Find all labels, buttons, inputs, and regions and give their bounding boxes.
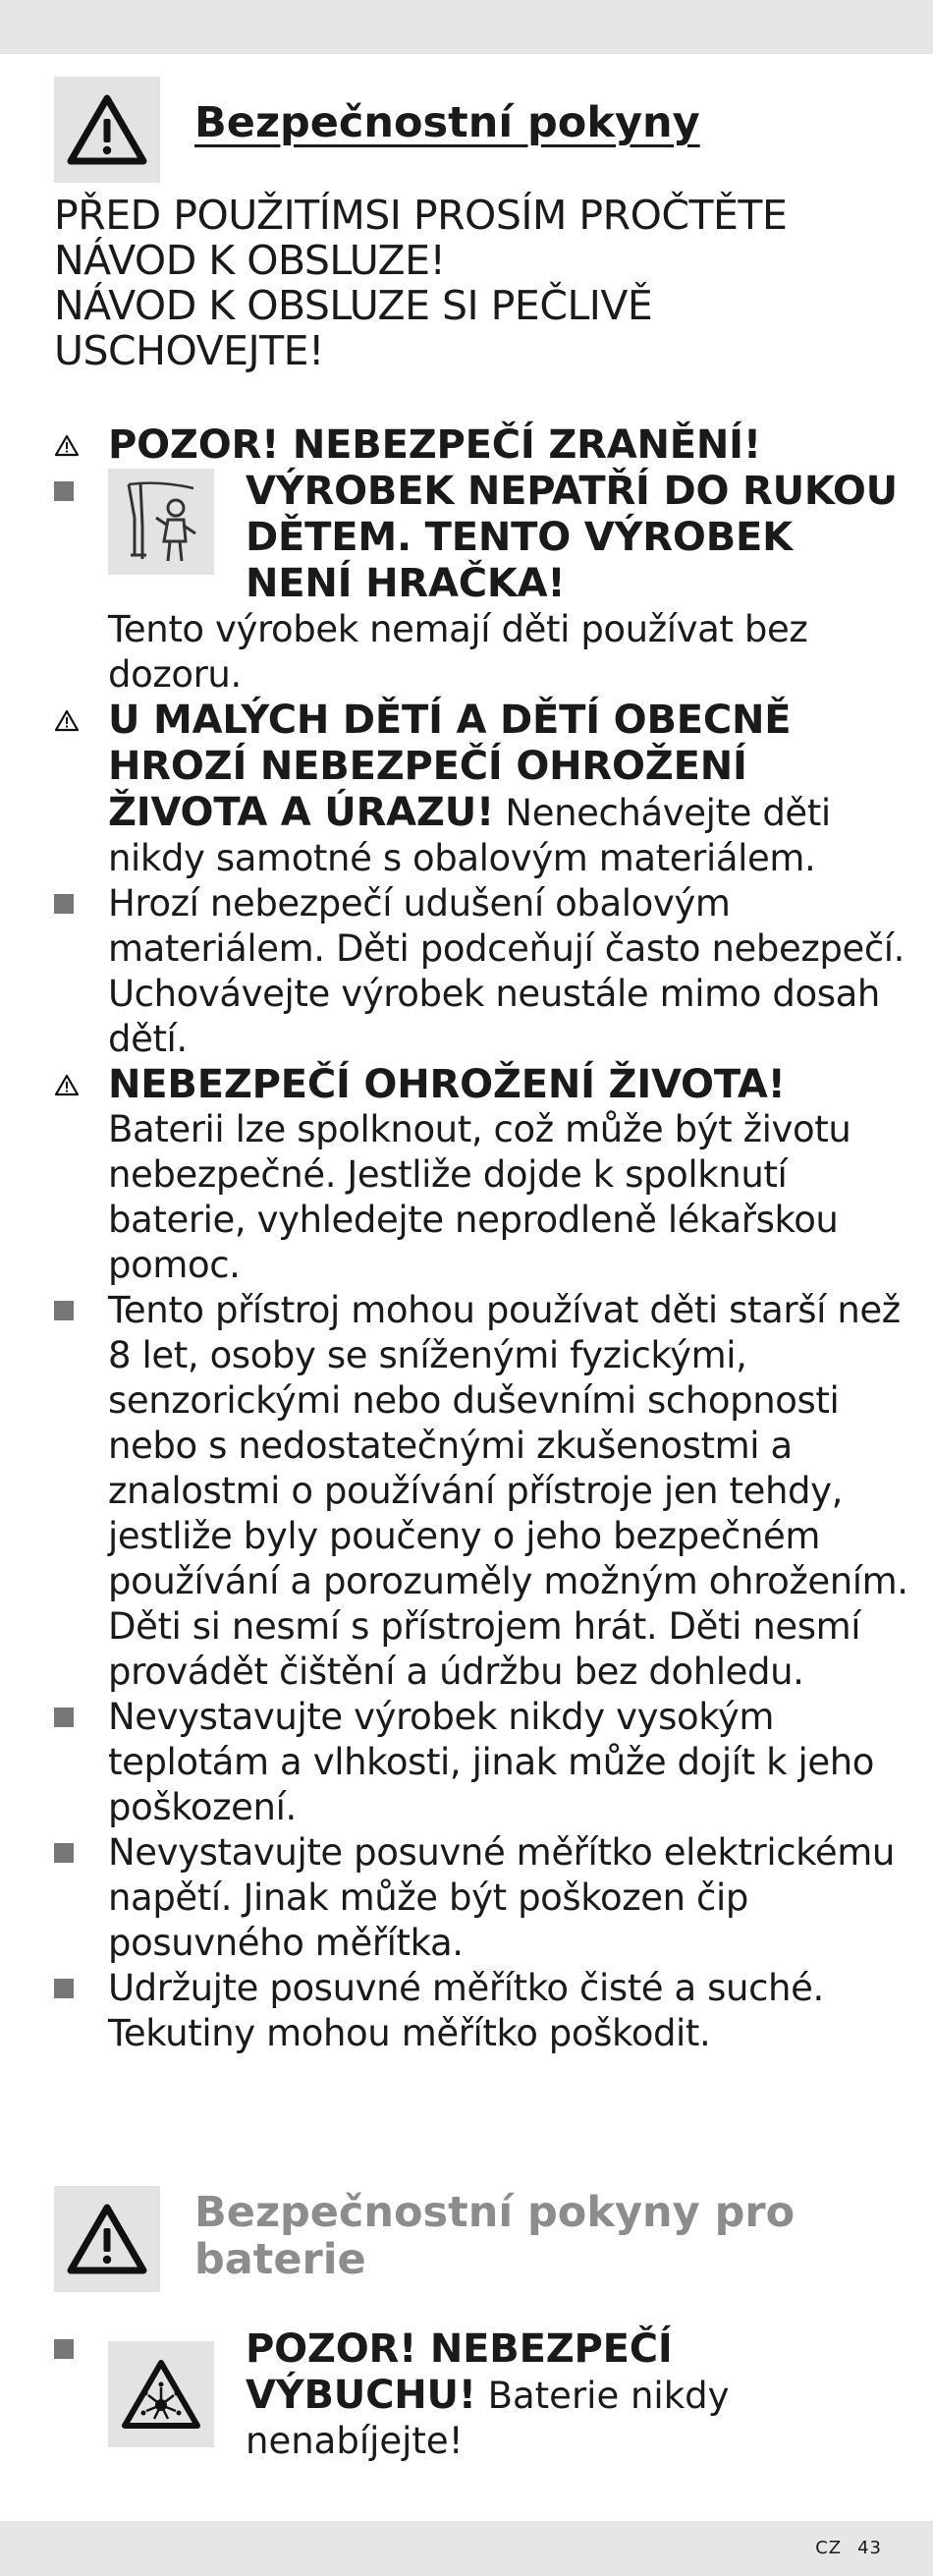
intro-line: NÁVOD K OBSLUZE SI PEČLIVĚ	[54, 282, 653, 329]
battery-list	[54, 2326, 908, 2464]
intro-line: NÁVOD K OBSLUZE!	[54, 237, 446, 284]
bullet-square	[54, 1288, 93, 1333]
item-bold: VÝROBEK NEPATŘÍ DO RUKOU DĚTEM. TENTO VÝROBEK NENÍ HRAČKA!	[246, 469, 898, 606]
page-number: 43	[857, 2538, 882, 2558]
top-band	[0, 0, 933, 54]
item-bold: NEBEZPEČÍ OHROŽENÍ ŽIVOTA!	[108, 1062, 786, 1107]
warning-triangle-icon	[67, 2203, 147, 2275]
list-item	[54, 2326, 908, 2464]
item-text: Baterie nikdy nenabíjejte!	[246, 2375, 730, 2462]
item-text: Baterii lze spolknout, což může být životu nebezpečné. Jestliže dojde k spolknutí baterie, vyhledejte neprodleně lékařskou pomoc.	[108, 1108, 851, 1286]
safety-list	[54, 422, 908, 2056]
item-bold: U MALÝCH DĚTÍ A DĚTÍ OBECNĚ HROZÍ NEBEZPEČÍ OHROŽENÍ ŽIVOTA A ÚRAZU!	[108, 698, 792, 835]
warning-triangle-icon	[54, 698, 93, 743]
list-item	[54, 1830, 908, 1966]
item-bold: POZOR! NEBEZPEČÍ VÝBUCHU!	[246, 2326, 673, 2418]
explosion-warning-icon	[108, 2341, 214, 2447]
intro-line: PŘED POUŽITÍMSI PROSÍM PROČTĚTE	[54, 192, 788, 239]
item-text: Hrozí nebezpečí udušení obalovým materiálem. Děti podceňují často nebezpečí. Uchovávejte výrobek neustále mimo dosah dětí.	[108, 882, 906, 1060]
list-item	[54, 1966, 908, 2056]
bullet-square	[54, 1830, 93, 1876]
list-item	[54, 1288, 908, 1695]
item-text: Nevystavujte posuvné měřítko elektrickému napětí. Jinak může být poškozen čip posuvného měřítka.	[108, 1831, 895, 1964]
list-item	[54, 698, 908, 881]
battery-section-title: Bezpečnostní pokyny pro baterie	[194, 2188, 796, 2284]
item-text: Udržujte posuvné měřítko čisté a suché. Tekutiny mohou měřítko poškodit.	[108, 1967, 824, 2054]
intro-notice	[54, 193, 899, 373]
page-footer	[815, 2538, 882, 2558]
bullet-square	[54, 469, 93, 514]
warning-icon-box	[54, 77, 160, 183]
page-title: Bezpečnostní pokyny	[194, 98, 700, 147]
warning-triangle-icon	[67, 93, 147, 166]
list-item	[54, 1695, 908, 1830]
warning-triangle-icon	[54, 1062, 93, 1107]
warning-triangle-icon	[54, 422, 93, 468]
child-warning-icon	[108, 469, 214, 575]
item-text: Tento výrobek nemají děti používat bez dozoru.	[108, 608, 808, 696]
bullet-square	[54, 2326, 93, 2372]
list-item	[54, 469, 908, 698]
language-code: CZ	[815, 2538, 843, 2558]
warning-icon-box	[54, 2186, 160, 2292]
list-item	[54, 1062, 908, 1288]
list-item	[54, 422, 908, 469]
bullet-square	[54, 881, 93, 926]
bullet-square	[54, 1966, 93, 2011]
item-text: Nenechávejte děti nikdy samotné s obalovým materiálem.	[108, 792, 831, 879]
bullet-square	[54, 1695, 93, 1740]
bottom-band	[0, 2521, 933, 2576]
item-text: Nevystavujte výrobek nikdy vysokým teplotám a vlhkosti, jinak může dojít k jeho poškození.	[108, 1696, 875, 1828]
list-item	[54, 881, 908, 1062]
item-bold: POZOR! NEBEZPEČÍ ZRANĚNÍ!	[108, 422, 761, 468]
item-text: Tento přístroj mohou používat děti starší než 8 let, osoby se sníženými fyzickými, senzorickými nebo duševními schopnosti nebo s nedostatečnými zkušenostmi a znalostmi o používání přístroje jen tehdy, jestliže byly poučeny o jeho bezpečném používání a porozuměly možným ohrožením. Děti si nesmí s přístrojem hrát. Děti nesmí provádět čištění a údržbu bez dohledu.	[108, 1289, 908, 1693]
intro-line: USCHOVEJTE!	[54, 327, 324, 374]
